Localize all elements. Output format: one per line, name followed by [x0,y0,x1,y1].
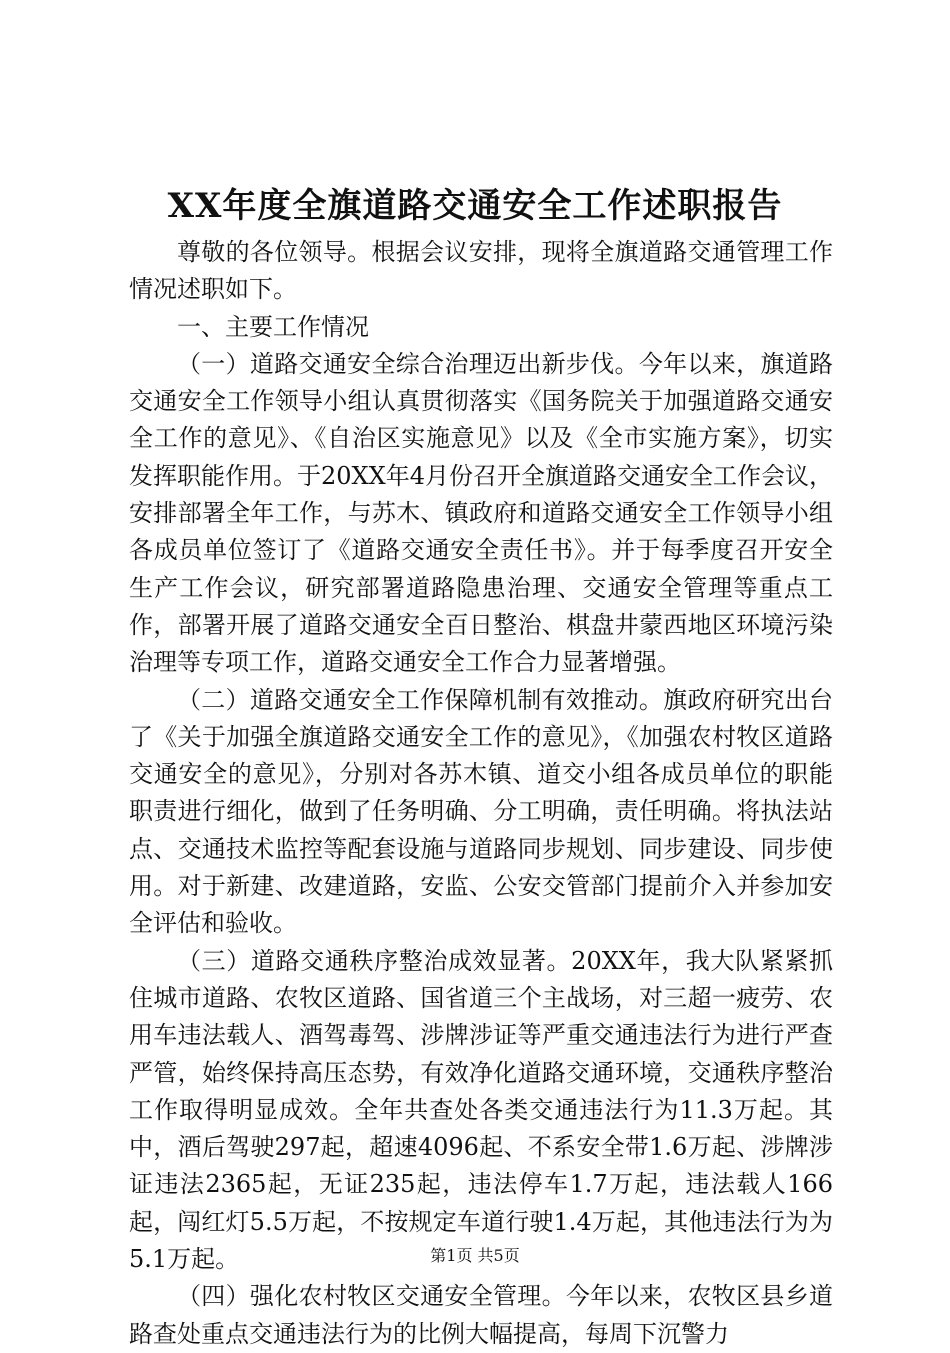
document-body [129,234,833,1353]
paragraph-item-1: （一）道路交通安全综合治理迈出新步伐。今年以来，旗道路交通安全工作领导小组认真贯彻落实《国务院关于加强道路交通安全工作的意见》、《自治区实施意见》以及《全市实施方案》，切实发挥职能作用。于20XX年4月份召开全旗道路交通安全工作会议，安排部署全年工作，与苏木、镇政府和道路交通安全工作领导小组各成员单位签订了《道路交通安全责任书》。并于每季度召开安全生产工作会议，研究部署道路隐患治理、交通安全管理等重点工作，部署开展了道路交通安全百日整治、棋盘井蒙西地区环境污染治理等专项工作，道路交通安全工作合力显著增强。 [129,349,833,677]
document-title: XX年度全旗道路交通安全工作述职报告 [167,186,783,226]
page-number-footer: 第1页 共5页 [430,1246,520,1265]
paragraph-item-3: （三）道路交通秩序整治成效显著。20XX年，我大队紧紧抓住城市道路、农牧区道路、国省道三个主战场，对三超一疲劳、农用车违法载人、酒驾毒驾、涉牌涉证等严重交通违法行为进行严查严管，始终保持高压态势，有效净化道路交通环境，交通秩序整治工作取得明显成效。全年共查处各类交通违法行为11.3万起。其中，酒后驾驶297起，超速4096起、不系安全带1.6万起、涉牌涉证违法2365起，无证235起，违法停车1.7万起，违法载人166起，闯红灯5.5万起，不按规定车道行驶1.4万起，其他违法行为为5.1万起。 [129,946,833,1274]
paragraph-item-4: （四）强化农村牧区交通安全管理。今年以来，农牧区县乡道路查处重点交通违法行为的比例大幅提高，每周下沉警力 [129,1282,833,1348]
paragraph-item-2: （二）道路交通安全工作保障机制有效推动。旗政府研究出台了《关于加强全旗道路交通安全工作的意见》，《加强农村牧区道路交通安全的意见》，分别对各苏木镇、道交小组各成员单位的职能职责进行细化，做到了任务明确、分工明确，责任明确。将执法站点、交通技术监控等配套设施与道路同步规划、同步建设、同步使用。对于新建、改建道路，安监、公安交管部门提前介入并参加安全评估和验收。 [129,685,833,938]
paragraph-greeting: 尊敬的各位领导。根据会议安排，现将全旗道路交通管理工作情况述职如下。 [129,238,833,304]
section-heading-main-work: 一、主要工作情况 [177,312,369,341]
